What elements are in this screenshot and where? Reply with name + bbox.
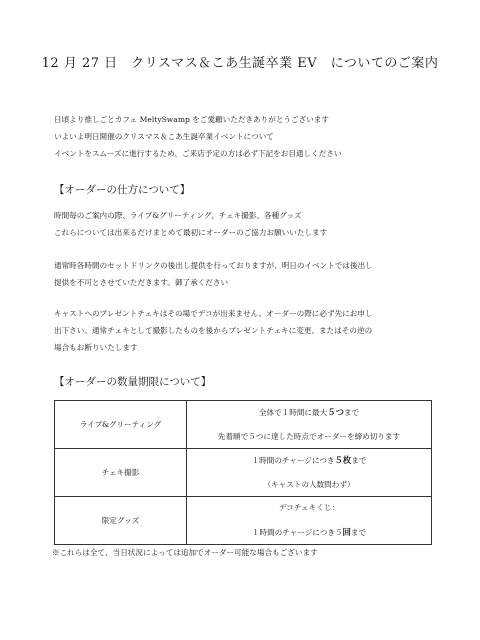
cheki-notice-line-2: 出下さい。通常チェキとして撮影したものを後からプレゼントチェキに変更、またはその逆の	[54, 326, 373, 335]
emphasis-value: ５つ	[327, 407, 344, 418]
intro-line-1: 日頃より推しごとカフェ MeltySwamp をご愛顧いただきありがとうございます	[54, 115, 329, 124]
drink-notice-line-1: 通常時各時間のセットドリンクの後出し提供を行っておりますが、明日のイベントでは後出し	[54, 261, 373, 270]
emphasis-value: 回	[342, 527, 351, 537]
table-row	[55, 497, 432, 545]
detail-line: １時間のチャージにつき５枚まで	[251, 455, 367, 466]
row-detail	[187, 401, 432, 449]
row-detail	[187, 449, 432, 497]
row-category: チェキ撮影	[55, 449, 187, 497]
intro-line-2: いよいよ明日開催のクリスマス＆こあ生誕卒業イベントについて	[54, 132, 274, 141]
row-category: ライブ&グリーティング	[55, 401, 187, 449]
section-heading-order-method: 【オーダーの仕方について】	[54, 184, 191, 196]
detail-line: デコチェキくじ：	[278, 503, 340, 513]
section-heading-order-limits: 【オーダーの数量期限について】	[54, 376, 212, 388]
row-detail	[187, 497, 432, 545]
row-category: 限定グッズ	[55, 497, 187, 545]
intro-line-3: イベントをスムーズに進行するため、ご来店予定の方は必ず下記をお目通しください	[54, 149, 342, 158]
cheki-notice-line-3: 場合もお断りいたします	[54, 343, 138, 352]
page-title: 12 月 27 日 クリスマス＆こあ生誕卒業 EV についてのご案内	[41, 56, 439, 71]
detail-line: 全体で１時間に最大５つまで	[258, 407, 360, 418]
emphasis-value: ５枚	[334, 455, 352, 466]
table-footnote: ※これらは全て、当日状況によっては追加でオーダー可能な場合もございます	[52, 548, 318, 557]
cheki-notice-line-1: キャストへのプレゼントチェキはその場でデコが出来ません。オーダーの際に必ず先にお申し	[54, 309, 373, 318]
detail-line: （キャストの人数問わず）	[263, 480, 355, 489]
detail-line: １時間のチャージにつき５回まで	[251, 527, 367, 537]
order-limits-table	[54, 400, 432, 545]
table-row	[55, 449, 432, 497]
drink-notice-line-2: 提供を不可とさせていただきます。御了承ください	[54, 278, 229, 287]
order-method-line-1: 時間毎のご案内の際、ライブ&グリーティング、チェキ撮影、各種グッズ	[54, 211, 302, 220]
table-row	[55, 401, 432, 449]
detail-line: 先着順で５つに達した時点でオーダーを締め切ります	[217, 432, 401, 441]
order-method-line-2: これらについては出来るだけまとめて最初にオーダーのご協力お願いいたします	[54, 228, 328, 237]
